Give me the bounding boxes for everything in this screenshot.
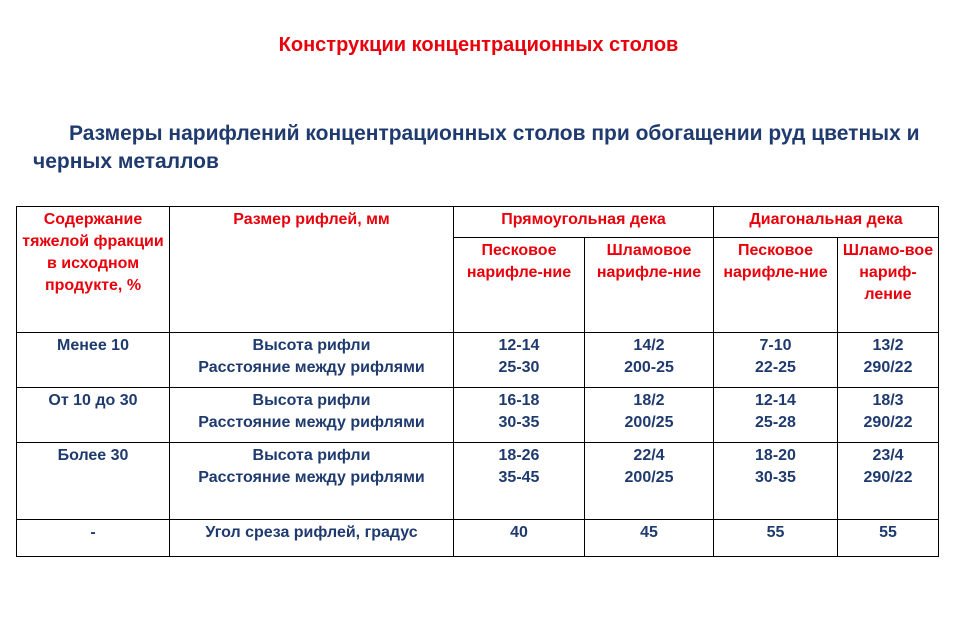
row-params <box>170 443 454 520</box>
cell-diag-slime <box>838 443 939 520</box>
param-height: Высота рифли <box>252 337 371 354</box>
param-spacing: Расстояние между рифлями <box>198 359 425 376</box>
table-row <box>17 520 939 557</box>
page-title: Конструкции концентрационных столов <box>278 34 679 56</box>
cell-rect-sand <box>454 333 585 388</box>
value-spacing: 35-45 <box>498 469 540 486</box>
cell-diag-slime: 55 <box>838 520 939 557</box>
cell-rect-slime <box>585 388 714 443</box>
cell-diag-sand <box>714 388 838 443</box>
cell-diag-slime <box>838 333 939 388</box>
row-content: Менее 10 <box>17 333 170 388</box>
value-spacing: 200/25 <box>624 414 674 431</box>
header-diag-deck: Диагональная дека <box>714 207 939 238</box>
cell-rect-sand <box>454 388 585 443</box>
value-height: 12-14 <box>498 337 540 354</box>
header-content: Содержание тяжелой фракции в исходном продукте, % <box>17 207 170 333</box>
param-angle: Угол среза рифлей, градус <box>205 524 418 541</box>
header-diag-sand: Песковое нарифле-ние <box>714 238 838 333</box>
row-content: Более 30 <box>17 443 170 520</box>
value-height: 7-10 <box>759 337 792 354</box>
param-height: Высота рифли <box>252 447 371 464</box>
value-height: 18/3 <box>872 392 904 409</box>
value-height: 23/4 <box>872 447 904 464</box>
cell-diag-sand <box>714 443 838 520</box>
value-height: 12-14 <box>755 392 796 409</box>
value-spacing: 30-35 <box>755 469 796 486</box>
param-spacing: Расстояние между рифлями <box>198 414 425 431</box>
value-height: 18-20 <box>755 447 796 464</box>
row-params <box>170 388 454 443</box>
cell-diag-sand: 55 <box>714 520 838 557</box>
param-spacing: Расстояние между рифлями <box>198 469 425 486</box>
value-spacing: 200-25 <box>624 359 674 376</box>
table-caption: Размеры нарифлений концентрационных столов при обогащении руд цветных и черных металлов <box>33 122 920 173</box>
value-spacing: 25-30 <box>498 359 540 376</box>
header-rect-deck: Прямоугольная дека <box>454 207 714 238</box>
value-spacing: 200/25 <box>624 469 674 486</box>
value-spacing: 290/22 <box>863 469 913 486</box>
header-rect-slime: Шламовое нарифле-ние <box>585 238 714 333</box>
cell-rect-slime <box>585 443 714 520</box>
value-spacing: 25-28 <box>755 414 796 431</box>
table-row <box>17 333 939 388</box>
value-height: 13/2 <box>872 337 904 354</box>
cell-rect-sand <box>454 443 585 520</box>
value-spacing: 290/22 <box>863 414 913 431</box>
value-spacing: 30-35 <box>498 414 540 431</box>
value-height: 14/2 <box>633 337 665 354</box>
header-size: Размер рифлей, мм <box>170 207 454 333</box>
table-row <box>17 443 939 520</box>
value-height: 18/2 <box>633 392 665 409</box>
cell-rect-sand: 40 <box>454 520 585 557</box>
value-height: 18-26 <box>498 447 540 464</box>
cell-diag-slime <box>838 388 939 443</box>
param-height: Высота рифли <box>252 392 371 409</box>
cell-rect-slime: 45 <box>585 520 714 557</box>
row-params <box>170 333 454 388</box>
table-row <box>17 388 939 443</box>
header-rect-sand: Песковое нарифле-ние <box>454 238 585 333</box>
value-spacing: 22-25 <box>755 359 796 376</box>
cell-diag-sand <box>714 333 838 388</box>
row-params <box>170 520 454 557</box>
value-height: 22/4 <box>633 447 665 464</box>
riffle-sizes-table <box>16 206 939 557</box>
value-spacing: 290/22 <box>863 359 913 376</box>
row-content: - <box>17 520 170 557</box>
row-content: От 10 до 30 <box>17 388 170 443</box>
header-diag-slime: Шламо-вое нариф-ление <box>838 238 939 333</box>
table-header-row <box>17 207 939 238</box>
cell-rect-slime <box>585 333 714 388</box>
value-height: 16-18 <box>498 392 540 409</box>
